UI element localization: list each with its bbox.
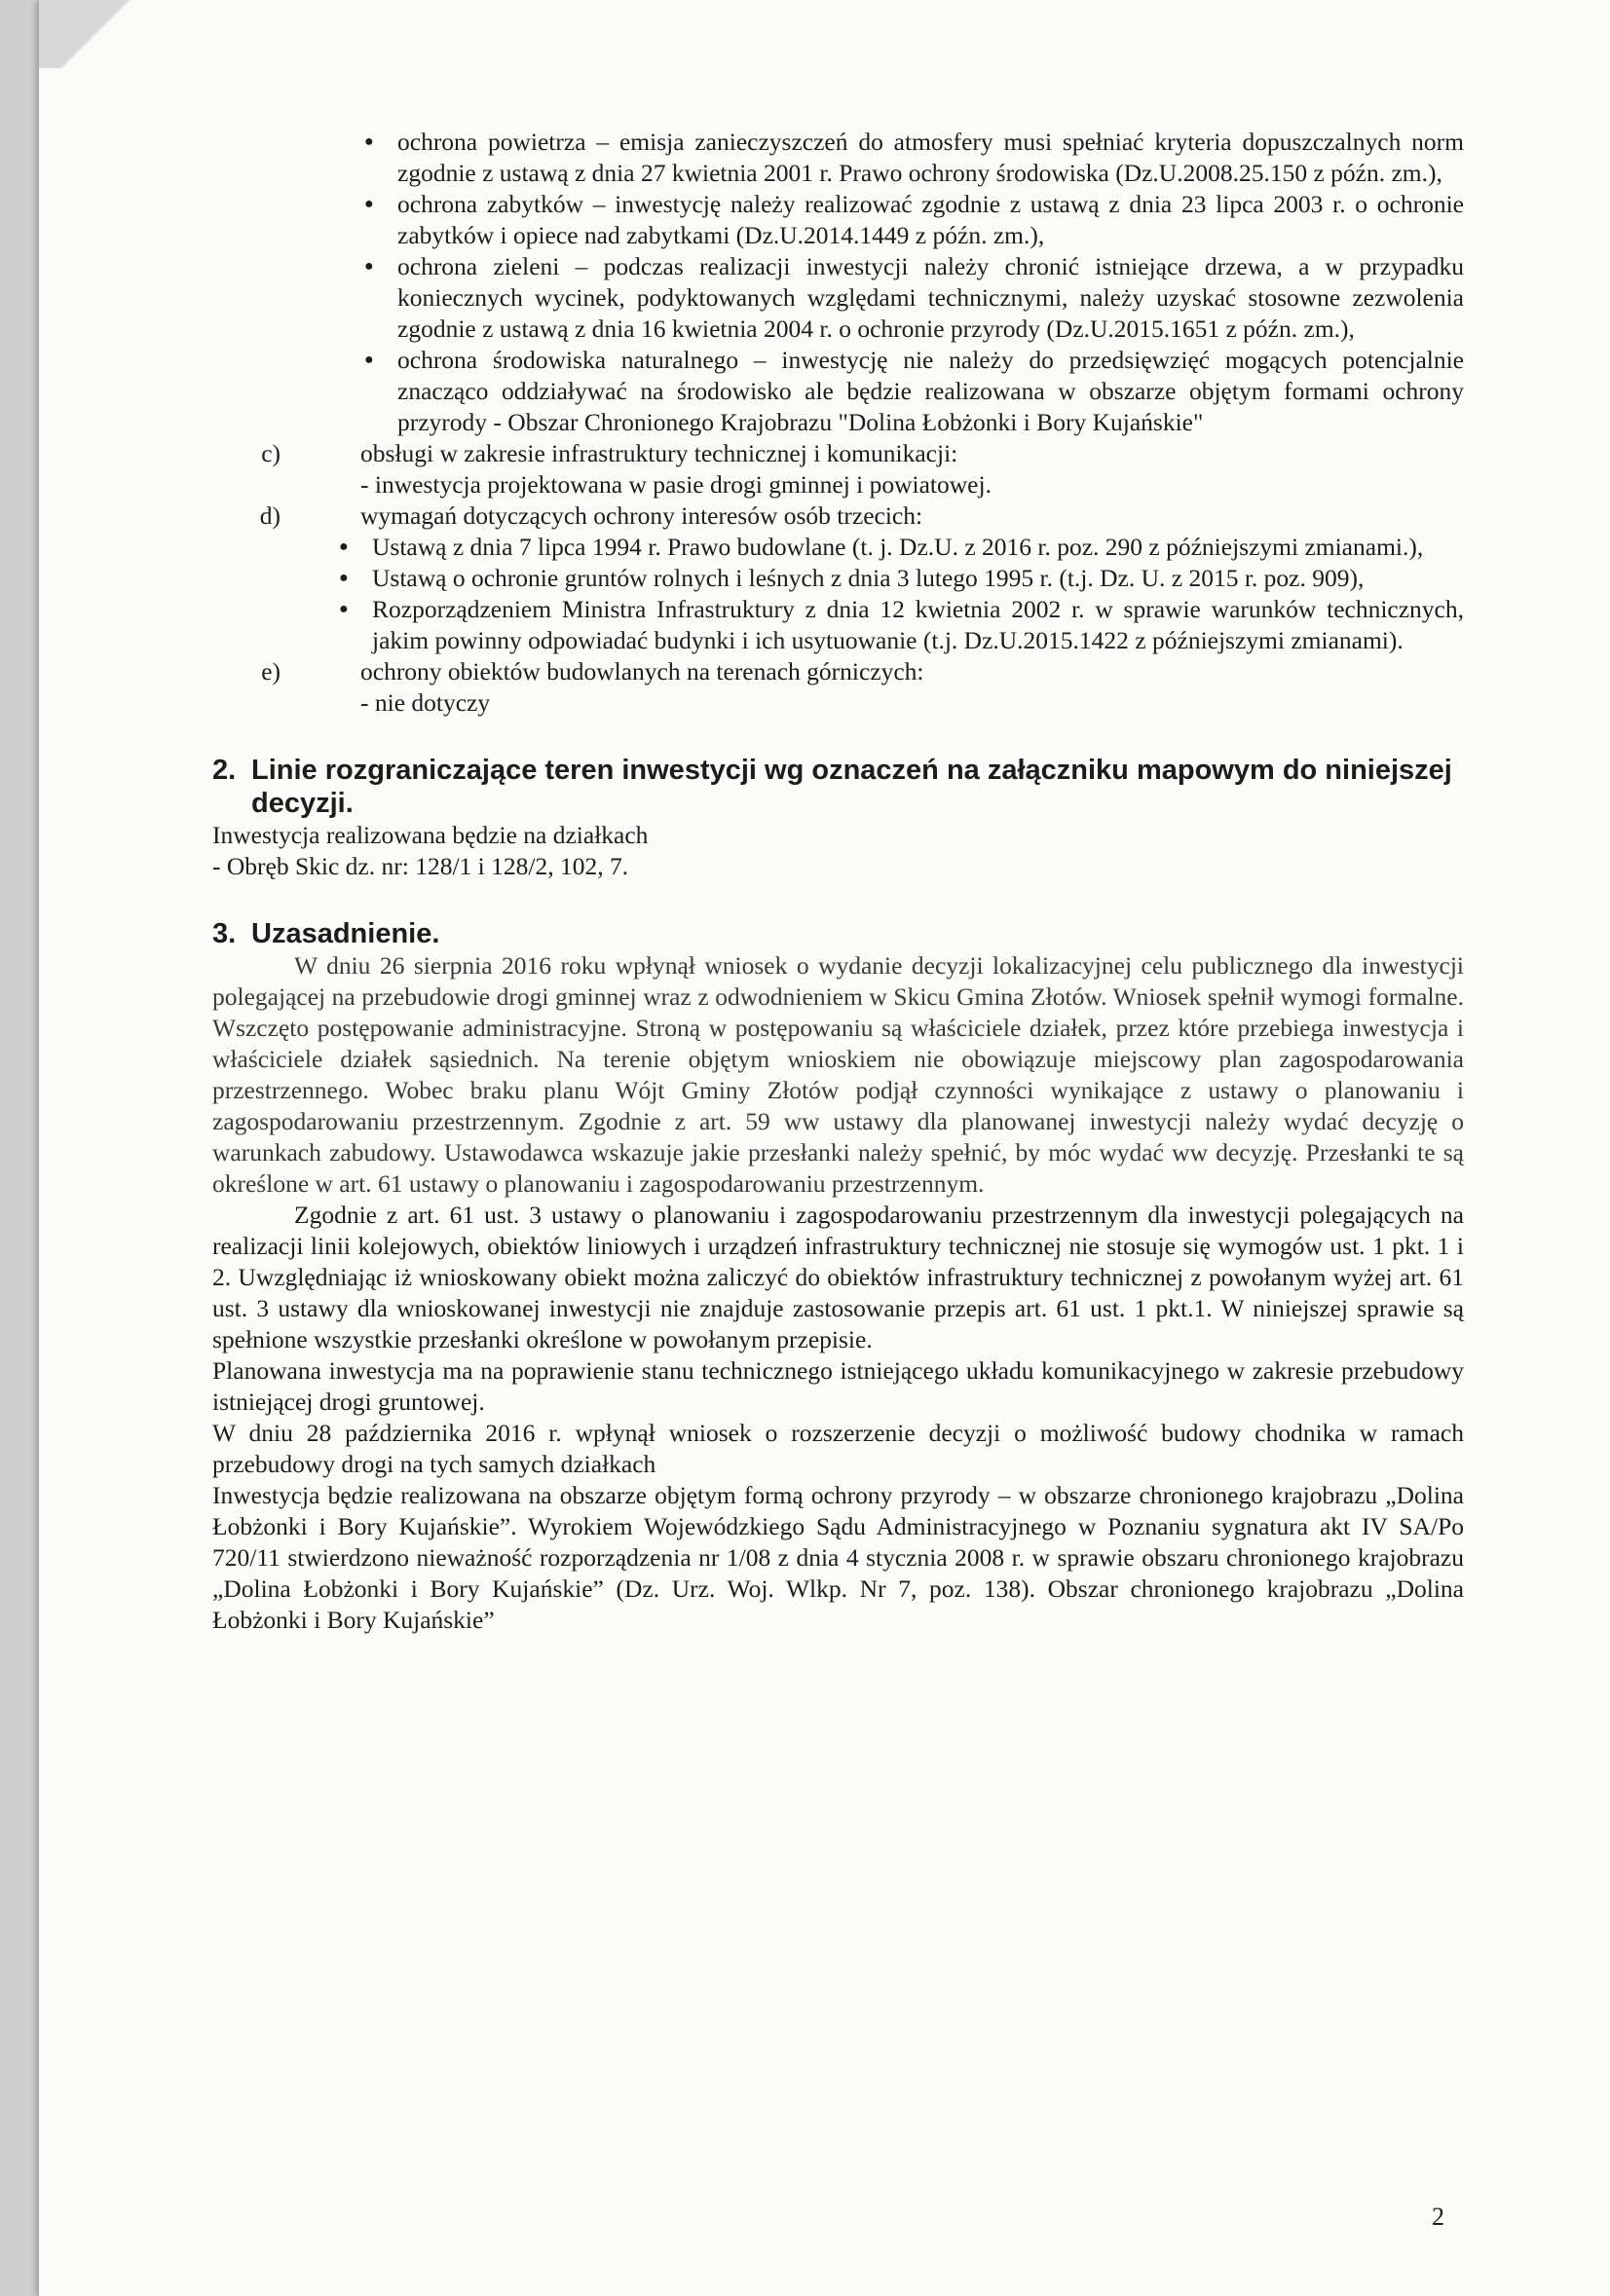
section-2-line-1: Inwestycja realizowana będzie na działkach: [212, 821, 649, 849]
justification-paragraph-1: W dniu 26 sierpnia 2016 roku wpłynął wniosek o wydanie decyzji lokalizacyjnej celu publicznego dla inwestycji polegającej na przebudowie drogi gminnej wraz z odwodnieniem w Skicu Gmina Złotów. Wniosek spełnił wymogi formalne. Wszczęto postępowanie administracyjne. Stroną w postępowaniu są właściciele działek, przez które przebiega inwestycja i właściciele działek sąsiednich. Na terenie objętym wnioskiem nie obowiązuje miejscowy plan zagospodarowania przestrzennego. Wobec braku planu Wójt Gminy Złotów podjął czynności wynikające z ustawy o planowaniu i zagospodarowaniu przestrzennym. Zgodnie z art. 59 ww ustawy dla planowanej inwestycji należy wydać decyzję o warunkach zabudowy. Ustawodawca wskazuje jakie przesłanki należy spełnić, by móc wydać ww decyzję. Przesłanki te są określone w art. 61 ustawy o planowaniu i zagospodarowaniu przestrzennym.: [212, 951, 1464, 1198]
bullet-agricultural-land: ● Ustawą o ochronie gruntów rolnych i leśnych z dnia 3 lutego 1995 r. (t.j. Dz. U. z 2015 r. poz. 909),: [372, 563, 1464, 594]
bullet-building-law: ● Ustawą z dnia 7 lipca 1994 r. Prawo budowlane (t. j. Dz.U. z 2016 r. poz. 290 z późniejszymi zmianami.),: [372, 532, 1464, 563]
page-number: 2: [1432, 2203, 1444, 2231]
bullet-monuments-protection: ● ochrona zabytków – inwestycję należy realizować zgodnie z ustawą z dnia 23 lipca 2003 r. o ochronie zabytków i opiece nad zabytkami (Dz.U.2014.1449 z późn. zm.),: [397, 189, 1464, 251]
item-e-letter: e): [261, 657, 281, 685]
section-2-heading: [212, 754, 1464, 820]
section-3-title: Uzasadnienie.: [251, 918, 440, 949]
justification-paragraph-2: Zgodnie z art. 61 ust. 3 ustawy o planowaniu i zagospodarowaniu przestrzennym dla inwestycji polegających na realizacji linii kolejowych, obiektów liniowych i urządzeń infrastruktury technicznej nie stosuje się wymogów ust. 1 pkt. 1 i 2. Uwzględniając iż wnioskowany obiekt można zaliczyć do obiektów infrastruktury technicznej z powołanym wyżej art. 61 ust. 3 ustawy dla wnioskowanej inwestycji nie znajduje zastosowanie przepis art. 61 ust. 1 pkt.1. W niniejszej sprawie są spełnione wszystkie przesłanki określone w powołanym przepisie.: [212, 1201, 1464, 1353]
justification-paragraph-3: Planowana inwestycja ma na poprawienie stanu technicznego istniejącego układu komunikacyjnego w zakresie przebudowy istniejącej drogi gruntowej.: [212, 1356, 1464, 1416]
environment-bullet-list: [397, 127, 1464, 438]
page-corner-fold: [39, 0, 156, 68]
item-c-text: obsługi w zakresie infrastruktury technicznej i komunikacji:: [360, 439, 958, 467]
item-e-sub: - nie dotyczy: [360, 688, 491, 717]
item-d-text: wymagań dotyczących ochrony interesów osób trzecich:: [360, 501, 923, 530]
justification-paragraph-4: W dniu 28 października 2016 r. wpłynął wniosek o rozszerzenie decyzji o możliwość budowy chodnika w ramach przebudowy drogi na tych samych działkach: [212, 1419, 1464, 1478]
item-e-text: ochrony obiektów budowlanych na terenach górniczych:: [360, 657, 924, 685]
third-party-bullet-list: [372, 532, 1464, 656]
bullet-air-protection: ● ochrona powietrza – emisja zanieczyszczeń do atmosfery musi spełniać kryteria dopuszczalnych norm zgodnie z ustawą z dnia 27 kwietnia 2001 r. Prawo ochrony środowiska (Dz.U.2008.25.150 z późn. zm.),: [397, 127, 1464, 189]
section-3-number: 3.: [212, 918, 237, 949]
bullet-natural-environment: ● ochrona środowiska naturalnego – inwestycję nie należy do przedsięwzięć mogących potencjalnie znacząco oddziaływać na środowisko ale będzie realizowana w obszarze objętym formami ochrony przyrody - Obszar Chronionego Krajobrazu "Dolina Łobżonki i Bory Kujańskie": [397, 345, 1464, 438]
section-2-title: Linie rozgraniczające teren inwestycji wg oznaczeń na załączniku mapowym do niniejszej decyzji.: [251, 755, 1452, 819]
section-3-heading: [212, 917, 1464, 950]
justification-paragraph-5: Inwestycja będzie realizowana na obszarze objętym formą ochrony przyrody – w obszarze chronionego krajobrazu „Dolina Łobżonki i Bory Kujańskie”. Wyrokiem Wojewódzkiego Sądu Administracyjnego w Poznaniu sygnatura akt IV SA/Po 720/11 stwierdzono nieważność rozporządzenia nr 1/08 z dnia 4 stycznia 2008 r. w sprawie obszaru chronionego krajobrazu „Dolina Łobżonki i Bory Kujańskie” (Dz. Urz. Woj. Wlkp. Nr 7, poz. 138). Obszar chronionego krajobrazu „Dolina Łobżonki i Bory Kujańskie”: [212, 1481, 1464, 1634]
item-c: [261, 438, 1464, 500]
item-c-sub: - inwestycja projektowana w pasie drogi gminnej i powiatowej.: [360, 470, 992, 499]
item-e: [261, 656, 1464, 719]
item-c-letter: c): [261, 439, 281, 467]
item-d: [259, 500, 1464, 656]
section-2-number: 2.: [212, 755, 237, 786]
section-2-line-2: - Obręb Skic dz. nr: 128/1 i 128/2, 102, 7.: [212, 852, 629, 880]
document-content: [212, 127, 1464, 1636]
bullet-infrastructure-regulation: ● Rozporządzeniem Ministra Infrastruktury z dnia 12 kwietnia 2002 r. w sprawie warunków technicznych, jakim powinny odpowiadać budynki i ich usytuowanie (t.j. Dz.U.2015.1422 z późniejszymi zmianami).: [372, 594, 1464, 656]
item-d-letter: d): [259, 501, 281, 530]
bullet-greenery-protection: ● ochrona zieleni – podczas realizacji inwestycji należy chronić istniejące drzewa, a w przypadku koniecznych wycinek, podyktowanych względami technicznymi, należy uzyskać stosowne zezwolenia zgodnie z ustawą z dnia 16 kwietnia 2004 r. o ochronie przyrody (Dz.U.2015.1651 z późn. zm.),: [397, 251, 1464, 345]
